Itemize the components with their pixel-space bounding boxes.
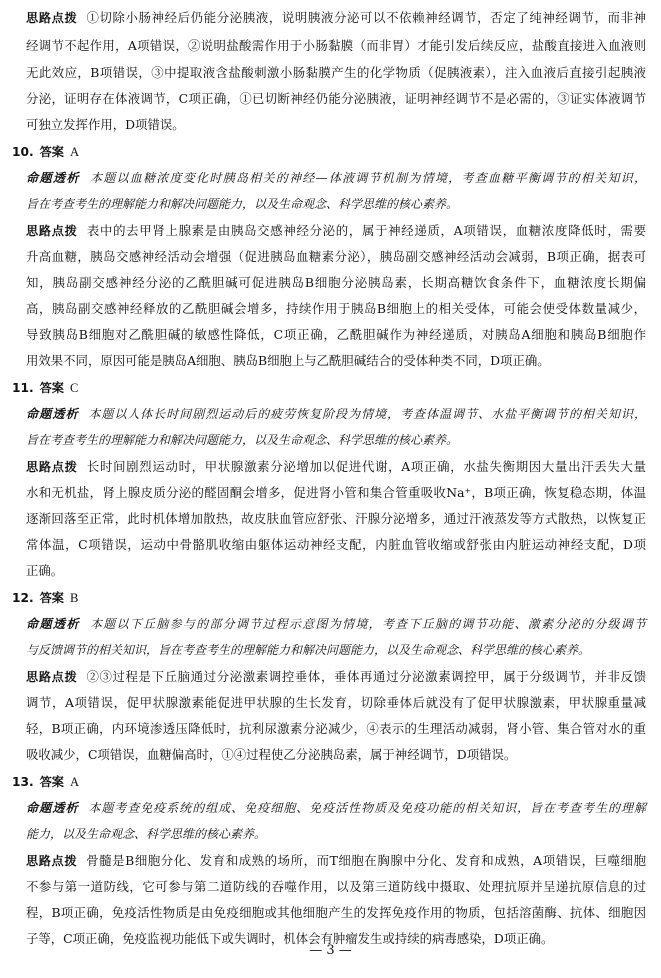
analysis-line: 思路点拨 骨髓是B细胞分化、发育和成熟的场所，而T细胞在胸腺中分化、发育和成熟，A项错误，巨噬细胞 — [26, 853, 646, 868]
intent-line: 旨在考查考生的理解能力和解决问题能力，以及生命观念、科学思维的核心素养。 — [26, 433, 459, 447]
analysis-line: 水和无机盐，肾上腺皮质分泌的醛固酮会增多，促进肾小管和集合管重吸收Na⁺，B项正确，恢复稳态期，体温 — [26, 485, 646, 500]
analysis-line: 分泌，证明存在体液调节，C项正确，①已切断神经仍能分泌胰液，证明神经调节不是必需的，③证实体液调节 — [26, 91, 646, 106]
analysis-line: 调节，A项错误，促甲状腺激素能促进甲状腺的生长发育，切除垂体后就没有了促甲状腺激素，甲状腺重量减 — [26, 695, 646, 710]
intent-label: 命题透析 — [26, 407, 79, 421]
analysis-line: 逐渐回落至正常，此时机体增加散热，故皮肤血管应舒张、汗腺分泌增多，通过汗液蒸发等方式散热，以恢复正 — [26, 511, 646, 526]
analysis-line: 思路点拨 长时间剧烈运动时，甲状腺激素分泌增加以促进代谢，A项正确，水盐失衡期因大量出汗丢失大量 — [26, 459, 646, 474]
answer-label: 答案 — [39, 381, 64, 395]
answer-line — [12, 380, 78, 396]
analysis-line: 子等，C项正确，免疫监视功能低下或失调时，机体会有肿瘤发生或持续的病毒感染，D项正确。 — [26, 931, 554, 946]
intent-line: 命题透析 本题以人体长时间剧烈运动后的疲劳恢复阶段为情境，考查体温调节、水盐平衡调节的相关知识， — [26, 407, 646, 421]
answer-line — [12, 774, 79, 790]
analysis-line: 升高血糖，胰岛交感神经活动会增强（促进胰岛血糖素分泌），胰岛副交感神经活动会减弱，B项正确，据表可 — [26, 249, 646, 264]
intent-line: 能力，以及生命观念、科学思维的核心素养。 — [26, 827, 267, 841]
page-number: — 3 — — [309, 943, 352, 958]
question-number: 10. — [12, 145, 34, 159]
answer-label: 答案 — [39, 145, 64, 159]
intent-line: 命题透析 本题以血糖浓度变化时胰岛相关的神经—体液调节机制为情境，考查血糖平衡调节的相关知识， — [26, 171, 646, 185]
analysis-line: 不参与第一道防线，它可参与第二道防线的吞噬作用，以及第三道防线中摄取、处理抗原并呈递抗原信息的过 — [26, 879, 646, 894]
analysis-line: 思路点拨 表中的去甲肾上腺素是由胰岛交感神经分泌的，属于神经递质，A项错误，血糖浓度降低时，需要 — [26, 223, 646, 238]
analysis-label: 思路点拨 — [26, 11, 78, 25]
analysis-line: 吸收减少，C项错误，血糖偏高时，①④过程使乙分泌胰岛素，属于神经调节，D项错误。 — [26, 747, 517, 762]
intent-label: 命题透析 — [26, 617, 80, 631]
analysis-line: 知，胰岛副交感神经分泌的乙酰胆碱可促进胰岛B细胞分泌胰岛素，长期高糖饮食条件下，血糖浓度长期偏 — [26, 275, 646, 290]
question-number: 11. — [12, 381, 34, 395]
question-number: 12. — [12, 591, 34, 605]
analysis-line: 可独立发挥作用，D项错误。 — [26, 117, 185, 132]
analysis-line: 经调节不起作用，A项错误，②说明盐酸需作用于小肠黏膜（而非胃）才能引发后续反应，盐酸直接进入血液则 — [26, 38, 646, 53]
intent-label: 命题透析 — [26, 801, 79, 815]
analysis-label: 思路点拨 — [26, 460, 78, 474]
answer-value: A — [69, 775, 80, 789]
intent-line: 命题透析 本题以下丘脑参与的部分调节过程示意图为情境，考查下丘脑的调节功能、激素分泌的分级调节 — [26, 617, 646, 631]
intent-label: 命题透析 — [26, 171, 80, 185]
intent-line: 旨在考查考生的理解能力和解决问题能力，以及生命观念、科学思维的核心素养。 — [26, 197, 459, 211]
analysis-label: 思路点拨 — [26, 854, 78, 868]
answer-value: A — [69, 145, 80, 159]
analysis-line: 导致胰岛B细胞对乙酰胆碱的敏感性降低，C项正确，乙酰胆碱作为神经递质，对胰岛A细胞和胰岛B细胞作 — [26, 327, 646, 342]
analysis-line: 思路点拨 ②③过程是下丘脑通过分泌激素调控垂体，垂体再通过分泌激素调控甲，属于分级调节，并非反馈 — [26, 669, 646, 684]
analysis-label: 思路点拨 — [26, 670, 78, 684]
answer-value: B — [69, 591, 79, 605]
answer-value: C — [69, 381, 79, 395]
analysis-line: 轻，B项正确，内环境渗透压降低时，抗利尿激素分泌减少，④表示的生理活动减弱，肾小管、集合管对水的重 — [26, 721, 646, 736]
analysis-line: 正确。 — [26, 563, 64, 578]
analysis-line: 用效果不同，原因可能是胰岛A细胞、胰岛B细胞上与乙酰胆碱结合的受体种类不同，D项正确。 — [26, 353, 550, 368]
answer-line — [12, 144, 79, 160]
intent-line: 与反馈调节的相关知识，旨在考查考生的理解能力和解决问题能力，以及生命观念、科学思维的核心素养。 — [26, 643, 591, 657]
analysis-line: 思路点拨 ①切除小肠神经后仍能分泌胰液，说明胰液分泌可以不依赖神经调节，否定了纯神经调节，而非神 — [26, 10, 646, 25]
analysis-line: 高，胰岛副交感神经释放的乙酰胆碱会增多，持续作用于胰岛B细胞上的相关受体，可能会使受体数量减少， — [26, 301, 646, 316]
analysis-line: 程，B项正确，免疫活性物质是由免疫细胞或其他细胞产生的发挥免疫作用的物质，包括溶菌酶、抗体、细胞因 — [26, 905, 646, 920]
answer-label: 答案 — [39, 775, 64, 789]
analysis-line: 无此效应，B项错误，③中提取液含盐酸刺激小肠黏膜产生的化学物质（促胰液素），注入血液后直接引起胰液 — [26, 65, 646, 80]
analysis-label: 思路点拨 — [26, 224, 78, 238]
question-number: 13. — [12, 775, 34, 789]
answer-line — [12, 590, 78, 606]
analysis-line: 常体温，C项错误，运动中骨骼肌收缩由躯体运动神经支配，内脏血管收缩或舒张由内脏运动神经支配，D项 — [26, 537, 646, 552]
answer-label: 答案 — [39, 591, 64, 605]
intent-line: 命题透析 本题考查免疫系统的组成、免疫细胞、免疫活性物质及免疫功能的相关知识，旨在考查考生的理解 — [26, 801, 646, 815]
